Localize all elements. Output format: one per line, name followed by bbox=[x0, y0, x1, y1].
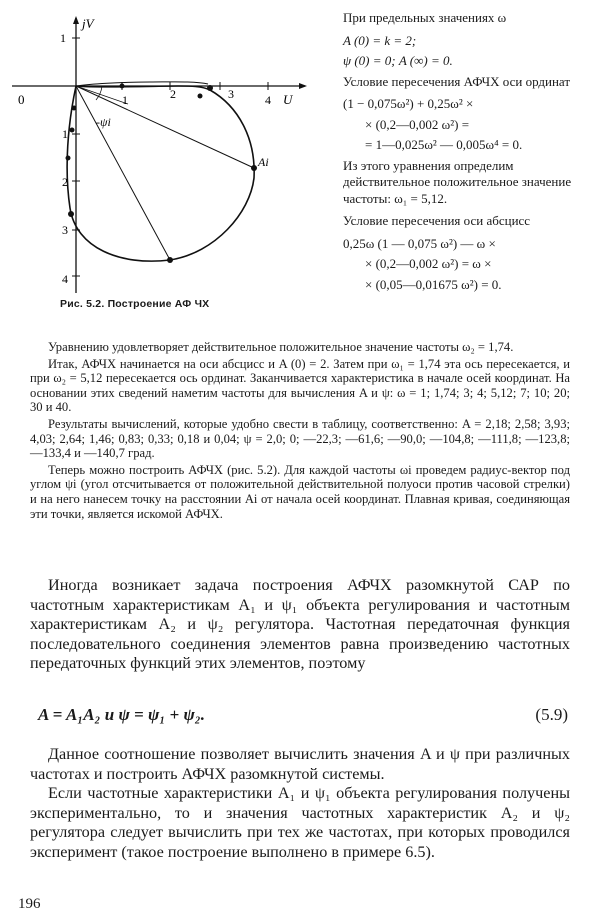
paragraph: Теперь можно построить АФЧХ (рис. 5.2). Для каждой частоты ωi проведем радиус-вектор под углом ψi (угол отсчитывается от положительной действительной полуоси против часовой стрелки) и на него нанесем точку на расстоянии Ai от начала осей координат. Плавная кривая, соединяющая эти точки, является искомой АФЧХ. bbox=[30, 462, 570, 521]
limit-values-text: При предельных значениях ω bbox=[343, 10, 507, 25]
main-text-section bbox=[30, 576, 570, 674]
curve-point bbox=[68, 211, 74, 217]
abscissa-eq-2: × (0,2—0,002 ω²) = ω × bbox=[365, 256, 492, 271]
y-tick-1-up: 1 bbox=[60, 31, 66, 45]
curve-point bbox=[66, 156, 71, 161]
paragraph: Итак, АФЧХ начинается на оси абсцисс и A (0) = 2. Затем при ω₁ = 1,74 эта ось пересекается, и при ω₂ = 5,12 пересекается ось ординат. Заканчивается характеристика в начале осей координат. На основании этих сведений наметим частоты для вычисления A и ψ: ω = 1; 1,74; 3; 4; 5,12; 7; 10; 20; 30 и 40. bbox=[30, 356, 570, 415]
afchx-figure bbox=[10, 8, 340, 300]
curve-point bbox=[251, 165, 257, 171]
ordinate-eq-2: × (0,2—0,002 ω²) = bbox=[365, 116, 470, 132]
ordinate-condition-text: Условие пересечения АФЧХ оси ординат bbox=[343, 73, 571, 89]
afchx-plot bbox=[10, 8, 340, 300]
abscissa-eq-1: 0,25ω (1 — 0,075 ω²) — ω × bbox=[343, 235, 496, 251]
formula-number: (5.9) bbox=[535, 705, 568, 724]
angle-label: -ψi bbox=[96, 115, 111, 129]
figure-caption: Рис. 5.2. Построение АФ ЧХ bbox=[60, 298, 210, 310]
ordinate-eq-1: (1 − 0,075ω²) + 0,25ω² × bbox=[343, 96, 474, 111]
page-number: 196 bbox=[18, 896, 41, 912]
main-text-section-2 bbox=[30, 745, 570, 862]
curve-point bbox=[120, 84, 125, 89]
x-tick-0: 0 bbox=[18, 92, 25, 107]
y-tick-3: 3 bbox=[62, 223, 68, 237]
formula-5-9 bbox=[38, 705, 568, 725]
limit-eq-1: A (0) = k = 2; bbox=[343, 32, 417, 48]
paragraph: Данное соотношение позволяет вычислить значения A и ψ при различных частотах и построить АФЧХ разомкнутой системы. bbox=[30, 745, 570, 783]
ordinate-eq-3: = 1—0,025ω² — 0,005ω⁴ = 0. bbox=[365, 137, 523, 152]
curve-point bbox=[198, 94, 203, 99]
x-tick-3: 3 bbox=[228, 87, 234, 101]
abscissa-eq-3: × (0,05—0,01675 ω²) = 0. bbox=[365, 276, 502, 292]
x-tick-4: 4 bbox=[265, 93, 271, 107]
omega1-text: Из этого уравнения определим действительное положительное значение частоты: ω₁ = 5,12. bbox=[343, 157, 572, 206]
paragraph: Результаты вычислений, которые удобно свести в таблицу, соответственно: A = 2,18; 2,58; 3,93; 4,03; 2,64; 1,46; 0,83; 0,33; 0,18 и 0,04; ψ = 2,0; 0; —22,3; —61,6; —90,0; —104,8; —111,8; —123,8; —133,4 и —140,7 град. bbox=[30, 416, 570, 461]
curve-point bbox=[167, 257, 173, 263]
u-label: U bbox=[283, 92, 293, 107]
y-tick-1: 1 bbox=[62, 127, 68, 141]
curve-point bbox=[72, 106, 77, 111]
afchx-curve bbox=[67, 86, 254, 261]
jv-label: jV bbox=[82, 16, 94, 31]
y-tick-2: 2 bbox=[62, 175, 68, 189]
x-tick-2: 2 bbox=[170, 87, 176, 101]
paragraph: Уравнению удовлетворяет действительное положительное значение частоты ω₂ = 1,74. bbox=[48, 340, 514, 354]
x-tick-1: 1 bbox=[122, 93, 128, 107]
y-tick-4: 4 bbox=[62, 272, 68, 286]
curve-point bbox=[70, 128, 75, 133]
formula-text: A = A₁A₂ и ψ = ψ₁ + ψ₂. bbox=[38, 705, 205, 724]
paragraph: Иногда возникает задача построения АФЧХ разомкнутой САР по частотным характеристикам A₁ и ψ₁ объекта регулирования и частотным характеристикам A₂ и ψ₂ регулятора. Частотная передаточная функция последовательного соединения элементов равна произведению частотных передаточных функций этих элементов, поэтому bbox=[30, 576, 570, 672]
point-label: Ai bbox=[258, 155, 269, 169]
paragraph: Если частотные характеристики A₁ и ψ₁ объекта регулирования получены экспериментально, то и значения частотных характеристик A₂ и ψ₂ регулятора следует вычислить при тех же частотах, при которых проводился эксперимент (такое построение выполнено в примере 6.5). bbox=[30, 784, 570, 861]
right-column bbox=[343, 10, 595, 297]
abscissa-condition-text: Условие пересечения оси абсцисс bbox=[343, 213, 531, 228]
curve-point bbox=[207, 85, 213, 91]
radius-vector-2 bbox=[76, 86, 170, 260]
small-print-section bbox=[30, 340, 570, 523]
limit-eq-2: ψ (0) = 0; A (∞) = 0. bbox=[343, 53, 453, 68]
